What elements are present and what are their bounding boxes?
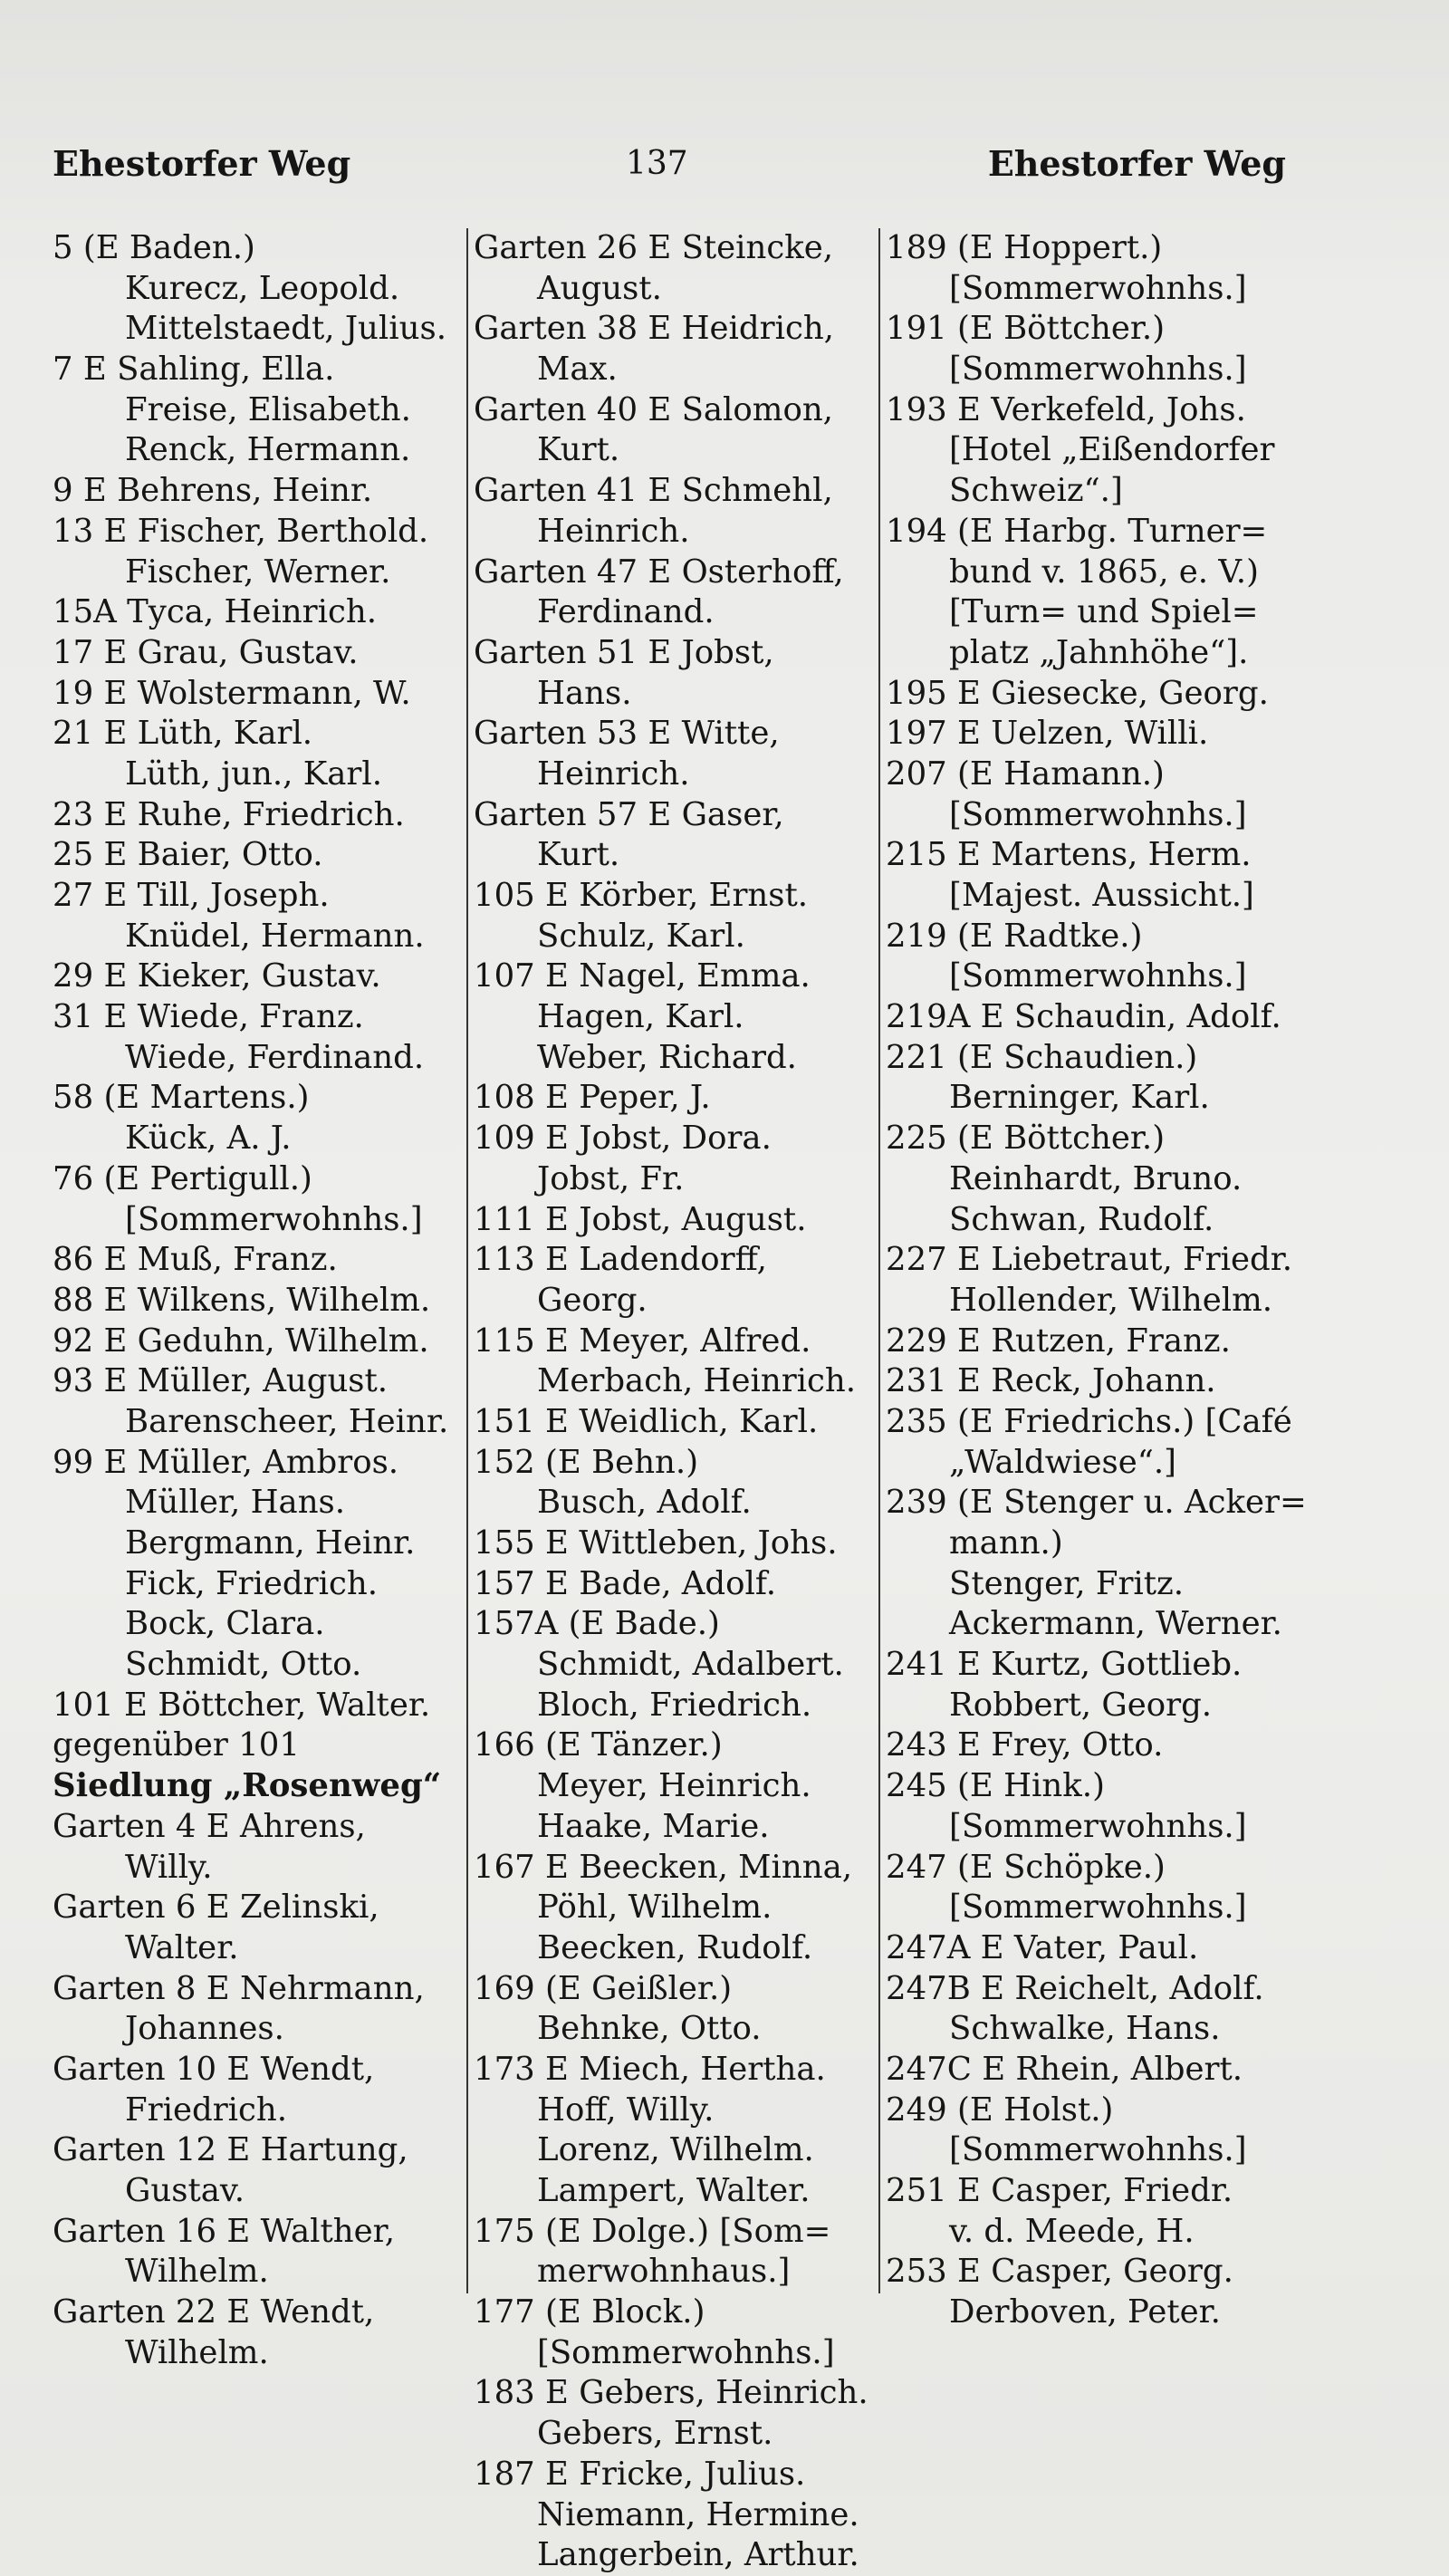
directory-entry-line: Wilhelm.: [125, 2253, 269, 2291]
column-divider: [878, 228, 880, 2293]
directory-entry-line: Stenger, Fritz.: [949, 1564, 1185, 1602]
directory-entry-line: mann.): [949, 1524, 1063, 1562]
directory-entry-line: 111 E Jobst, August.: [474, 1200, 807, 1238]
directory-entry-line: 173 E Miech, Hertha.: [474, 2050, 826, 2088]
directory-entry-line: Wilhelm.: [125, 2333, 269, 2371]
directory-entry-line: 167 E Beecken, Minna,: [474, 1848, 853, 1886]
directory-entry-line: 247A E Vater, Paul.: [886, 1928, 1199, 1966]
directory-entry-line: [Turn= und Spiel=: [949, 593, 1259, 631]
directory-entry-line: v. d. Meede, H.: [949, 2212, 1195, 2250]
directory-entry-line: Hagen, Karl.: [537, 998, 744, 1036]
directory-entry-line: 27 E Till, Joseph.: [53, 877, 330, 914]
directory-entry-line: Schmidt, Adalbert.: [537, 1646, 844, 1684]
directory-entry-line: 191 (E Böttcher.): [886, 310, 1166, 348]
directory-entry-line: Niemann, Hermine.: [537, 2495, 859, 2533]
directory-entry-line: 19 E Wolstermann, W.: [53, 674, 411, 712]
directory-entry-line: [Sommerwohnhs.]: [949, 1807, 1247, 1845]
directory-entry-line: 187 E Fricke, Julius.: [474, 2455, 806, 2493]
directory-entry-line: 251 E Casper, Friedr.: [886, 2172, 1233, 2209]
directory-entry-line: 17 E Grau, Gustav.: [53, 633, 359, 671]
header-street-left: Ehestorfer Weg: [53, 143, 351, 184]
directory-entry-line: 193 E Verkefeld, Johs.: [886, 390, 1246, 428]
directory-entry-line: Meyer, Heinrich.: [537, 1767, 811, 1805]
directory-entry-line: bund v. 1865, e. V.): [949, 553, 1259, 591]
directory-entry-line: Garten 8 E Nehrmann,: [53, 1969, 425, 2007]
directory-entry-line: 107 E Nagel, Emma.: [474, 957, 811, 995]
directory-entry-line: Johannes.: [125, 2010, 284, 2048]
directory-entry-line: Gustav.: [125, 2172, 245, 2209]
directory-entry-line: [Sommerwohnhs.]: [949, 957, 1247, 995]
directory-entry-line: Garten 26 E Steincke,: [474, 229, 834, 266]
directory-entry-line: 108 E Peper, J.: [474, 1079, 711, 1117]
directory-entry-line: [Sommerwohnhs.]: [949, 1889, 1247, 1927]
directory-entry-line: 247B E Reichelt, Adolf.: [886, 1969, 1264, 2007]
directory-entry-line: [Sommerwohnhs.]: [949, 795, 1247, 833]
directory-entry-line: 86 E Muß, Franz.: [53, 1241, 338, 1279]
directory-entry-line: 169 (E Geißler.): [474, 1969, 733, 2007]
directory-entry-line: 229 E Rutzen, Franz.: [886, 1322, 1231, 1360]
directory-entry-line: 253 E Casper, Georg.: [886, 2253, 1233, 2291]
directory-entry-line: Fischer, Werner.: [125, 553, 391, 591]
directory-entry-line: 183 E Gebers, Heinrich.: [474, 2374, 868, 2412]
directory-entry-line: 227 E Liebetraut, Friedr.: [886, 1241, 1293, 1279]
directory-entry-line: Garten 57 E Gaser,: [474, 795, 784, 833]
directory-entry-line: Fick, Friedrich.: [125, 1564, 378, 1602]
directory-entry-line: 243 E Frey, Otto.: [886, 1726, 1164, 1764]
directory-entry-line: 76 (E Pertigull.): [53, 1159, 312, 1197]
directory-entry-line: 219A E Schaudin, Adolf.: [886, 998, 1281, 1036]
directory-entry-line: 175 (E Dolge.) [Som=: [474, 2212, 831, 2250]
directory-entry-line: [Majest. Aussicht.]: [949, 877, 1254, 914]
directory-entry-line: Haake, Marie.: [537, 1807, 770, 1845]
directory-entry-line: 115 E Meyer, Alfred.: [474, 1322, 811, 1360]
directory-entry-line: Knüdel, Hermann.: [125, 917, 425, 955]
directory-entry-line: 215 E Martens, Herm.: [886, 836, 1252, 874]
directory-entry-line: 109 E Jobst, Dora.: [474, 1120, 772, 1158]
directory-entry-line: Renck, Hermann.: [125, 431, 411, 469]
directory-entry-line: 157A (E Bade.): [474, 1605, 720, 1643]
directory-entry-line: 9 E Behrens, Heinr.: [53, 472, 373, 510]
directory-entry-line: 239 (E Stenger u. Acker=: [886, 1484, 1307, 1522]
directory-entry-line: 29 E Kieker, Gustav.: [53, 957, 381, 995]
directory-entry-line: Heinrich.: [537, 512, 690, 550]
directory-entry-line: [Sommerwohnhs.]: [537, 2333, 835, 2371]
directory-entry-line: Lüth, jun., Karl.: [125, 755, 383, 793]
directory-entry-line: Garten 4 E Ahrens,: [53, 1807, 366, 1845]
directory-entry-line: 25 E Baier, Otto.: [53, 836, 323, 874]
directory-entry-line: 231 E Reck, Johann.: [886, 1362, 1216, 1400]
directory-entry-line: Beecken, Rudolf.: [537, 1928, 813, 1966]
directory-column-2: [474, 228, 878, 2576]
header-street-right: Ehestorfer Weg: [987, 143, 1286, 184]
directory-entry-line: 151 E Weidlich, Karl.: [474, 1402, 819, 1440]
directory-entry-line: Garten 10 E Wendt,: [53, 2050, 375, 2088]
directory-entry-line: Busch, Adolf.: [537, 1484, 752, 1522]
directory-entry-line: Mittelstaedt, Julius.: [125, 310, 446, 348]
directory-entry-line: Kurecz, Leopold.: [125, 269, 400, 307]
directory-entry-line: Willy.: [125, 1848, 213, 1886]
directory-entry-line: Schwan, Rudolf.: [949, 1200, 1214, 1238]
directory-entry-line: merwohnhaus.]: [537, 2253, 791, 2291]
page-number: 137: [626, 145, 688, 182]
directory-entry-line: Ackermann, Werner.: [949, 1605, 1282, 1643]
directory-entry-line: Garten 40 E Salomon,: [474, 390, 833, 428]
directory-entry-line: 93 E Müller, August.: [53, 1362, 389, 1400]
directory-entry-line: 221 (E Schaudien.): [886, 1038, 1198, 1076]
directory-entry-line: 241 E Kurtz, Gottlieb.: [886, 1646, 1243, 1684]
directory-entry-line: Georg.: [537, 1281, 648, 1319]
directory-entry-line: Bock, Clara.: [125, 1605, 325, 1643]
directory-entry-line: 189 (E Hoppert.): [886, 229, 1163, 266]
directory-entry-line: Berninger, Karl.: [949, 1079, 1210, 1117]
directory-entry-line: [Hotel „Eißendorfer: [949, 431, 1275, 469]
directory-entry-line: 207 (E Hamann.): [886, 755, 1165, 793]
directory-entry-line: 225 (E Böttcher.): [886, 1120, 1166, 1158]
directory-entry-line: Ferdinand.: [537, 593, 715, 631]
directory-entry-line: Behnke, Otto.: [537, 2010, 762, 2048]
directory-entry-line: Kurt.: [537, 431, 620, 469]
directory-entry-line: 166 (E Tänzer.): [474, 1726, 723, 1764]
directory-entry-line: Garten 38 E Heidrich,: [474, 310, 834, 348]
directory-entry-line: Hollender, Wilhelm.: [949, 1281, 1273, 1319]
directory-entry-line: Garten 47 E Osterhoff,: [474, 553, 844, 591]
directory-entry-line: Merbach, Heinrich.: [537, 1362, 857, 1400]
directory-entry-line: 15A Tyca, Heinrich.: [53, 593, 377, 631]
directory-entry-line: Garten 51 E Jobst,: [474, 633, 774, 671]
directory-entry-line: Garten 16 E Walther,: [53, 2212, 395, 2250]
directory-entry-line: Garten 6 E Zelinski,: [53, 1889, 379, 1927]
directory-entry-line: 5 (E Baden.): [53, 229, 255, 266]
directory-entry-line: Lampert, Walter.: [537, 2172, 811, 2209]
directory-entry-line: Max.: [537, 351, 618, 389]
directory-entry-line: Pöhl, Wilhelm.: [537, 1889, 772, 1927]
directory-entry-line: Walter.: [125, 1928, 239, 1966]
directory-entry-line: 7 E Sahling, Ella.: [53, 351, 335, 389]
directory-entry-line: 92 E Geduhn, Wilhelm.: [53, 1322, 429, 1360]
page-header: [53, 143, 1286, 197]
directory-entry-line: „Waldwiese“.]: [949, 1443, 1177, 1481]
directory-entry-line: Reinhardt, Bruno.: [949, 1159, 1243, 1197]
directory-column-3: [886, 228, 1307, 2333]
directory-entry-line: August.: [537, 269, 662, 307]
directory-entry-line: Lorenz, Wilhelm.: [537, 2131, 814, 2169]
directory-entry-line: 157 E Bade, Adolf.: [474, 1564, 777, 1602]
directory-entry-line: Schwalke, Hans.: [949, 2010, 1221, 2048]
directory-entry-line: 113 E Ladendorff,: [474, 1241, 767, 1279]
directory-entry-line: Gebers, Ernst.: [537, 2415, 773, 2453]
directory-entry-line: 58 (E Martens.): [53, 1079, 310, 1117]
directory-entry-line: Jobst, Fr.: [537, 1159, 685, 1197]
directory-entry-line: 177 (E Block.): [474, 2293, 705, 2331]
directory-entry-line: Hans.: [537, 674, 632, 712]
directory-entry-line: 235 (E Friedrichs.) [Café: [886, 1402, 1292, 1440]
directory-entry-line: Heinrich.: [537, 755, 690, 793]
directory-entry-line: Garten 22 E Wendt,: [53, 2293, 375, 2331]
directory-entry-line: 21 E Lüth, Karl.: [53, 715, 313, 753]
directory-entry-line: 247 (E Schöpke.): [886, 1848, 1166, 1886]
directory-entry-line: 249 (E Holst.): [886, 2091, 1114, 2129]
directory-entry-line: 23 E Ruhe, Friedrich.: [53, 795, 405, 833]
directory-entry-line: [Sommerwohnhs.]: [949, 351, 1247, 389]
directory-entry-line: Robbert, Georg.: [949, 1686, 1213, 1724]
directory-entry-line: 197 E Uelzen, Willi.: [886, 715, 1209, 753]
directory-entry-line: Schweiz“.]: [949, 472, 1123, 510]
directory-entry-line: gegenüber 101: [53, 1726, 300, 1764]
directory-entry-line: [Sommerwohnhs.]: [949, 269, 1247, 307]
directory-entry-line: Schulz, Karl.: [537, 917, 745, 955]
directory-column-1: [53, 228, 480, 2373]
directory-entry-line: Hoff, Willy.: [537, 2091, 715, 2129]
directory-entry-line: Bergmann, Heinr.: [125, 1524, 416, 1562]
directory-entry-line: 152 (E Behn.): [474, 1443, 699, 1481]
directory-entry-line: Bloch, Friedrich.: [537, 1686, 812, 1724]
directory-entry-line: Derboven, Peter.: [949, 2293, 1221, 2331]
directory-entry-line: Kurt.: [537, 836, 620, 874]
directory-entry-line: 101 E Böttcher, Walter.: [53, 1686, 431, 1724]
directory-entry-line: Wiede, Ferdinand.: [125, 1038, 425, 1076]
directory-entry-line: Friedrich.: [125, 2091, 288, 2129]
directory-entry-line: 155 E Wittleben, Johs.: [474, 1524, 838, 1562]
directory-entry-line: 247C E Rhein, Albert.: [886, 2050, 1243, 2088]
directory-entry-line: Müller, Hans.: [125, 1484, 346, 1522]
directory-entry-line: Siedlung „Rosenweg“: [53, 1767, 442, 1805]
directory-entry-line: 194 (E Harbg. Turner=: [886, 512, 1268, 550]
directory-entry-line: Langerbein, Arthur.: [537, 2536, 859, 2574]
directory-entry-line: 105 E Körber, Ernst.: [474, 877, 809, 914]
directory-entry-line: Kück, A. J.: [125, 1120, 292, 1158]
directory-entry-line: Barenscheer, Heinr.: [125, 1402, 449, 1440]
directory-entry-line: [Sommerwohnhs.]: [949, 2131, 1247, 2169]
directory-entry-line: 245 (E Hink.): [886, 1767, 1105, 1805]
directory-entry-line: Schmidt, Otto.: [125, 1646, 362, 1684]
directory-entry-line: [Sommerwohnhs.]: [125, 1200, 423, 1238]
directory-entry-line: 195 E Giesecke, Georg.: [886, 674, 1269, 712]
directory-entry-line: 31 E Wiede, Franz.: [53, 998, 364, 1036]
directory-entry-line: 219 (E Radtke.): [886, 917, 1143, 955]
directory-entry-line: Garten 12 E Hartung,: [53, 2131, 408, 2169]
directory-entry-line: 88 E Wilkens, Wilhelm.: [53, 1281, 431, 1319]
directory-entry-line: 99 E Müller, Ambros.: [53, 1443, 399, 1481]
directory-entry-line: Weber, Richard.: [537, 1038, 797, 1076]
directory-entry-line: Garten 53 E Witte,: [474, 715, 780, 753]
directory-entry-line: Freise, Elisabeth.: [125, 390, 411, 428]
directory-entry-line: platz „Jahnhöhe“].: [949, 633, 1249, 671]
directory-entry-line: Garten 41 E Schmehl,: [474, 472, 833, 510]
directory-entry-line: 13 E Fischer, Berthold.: [53, 512, 429, 550]
